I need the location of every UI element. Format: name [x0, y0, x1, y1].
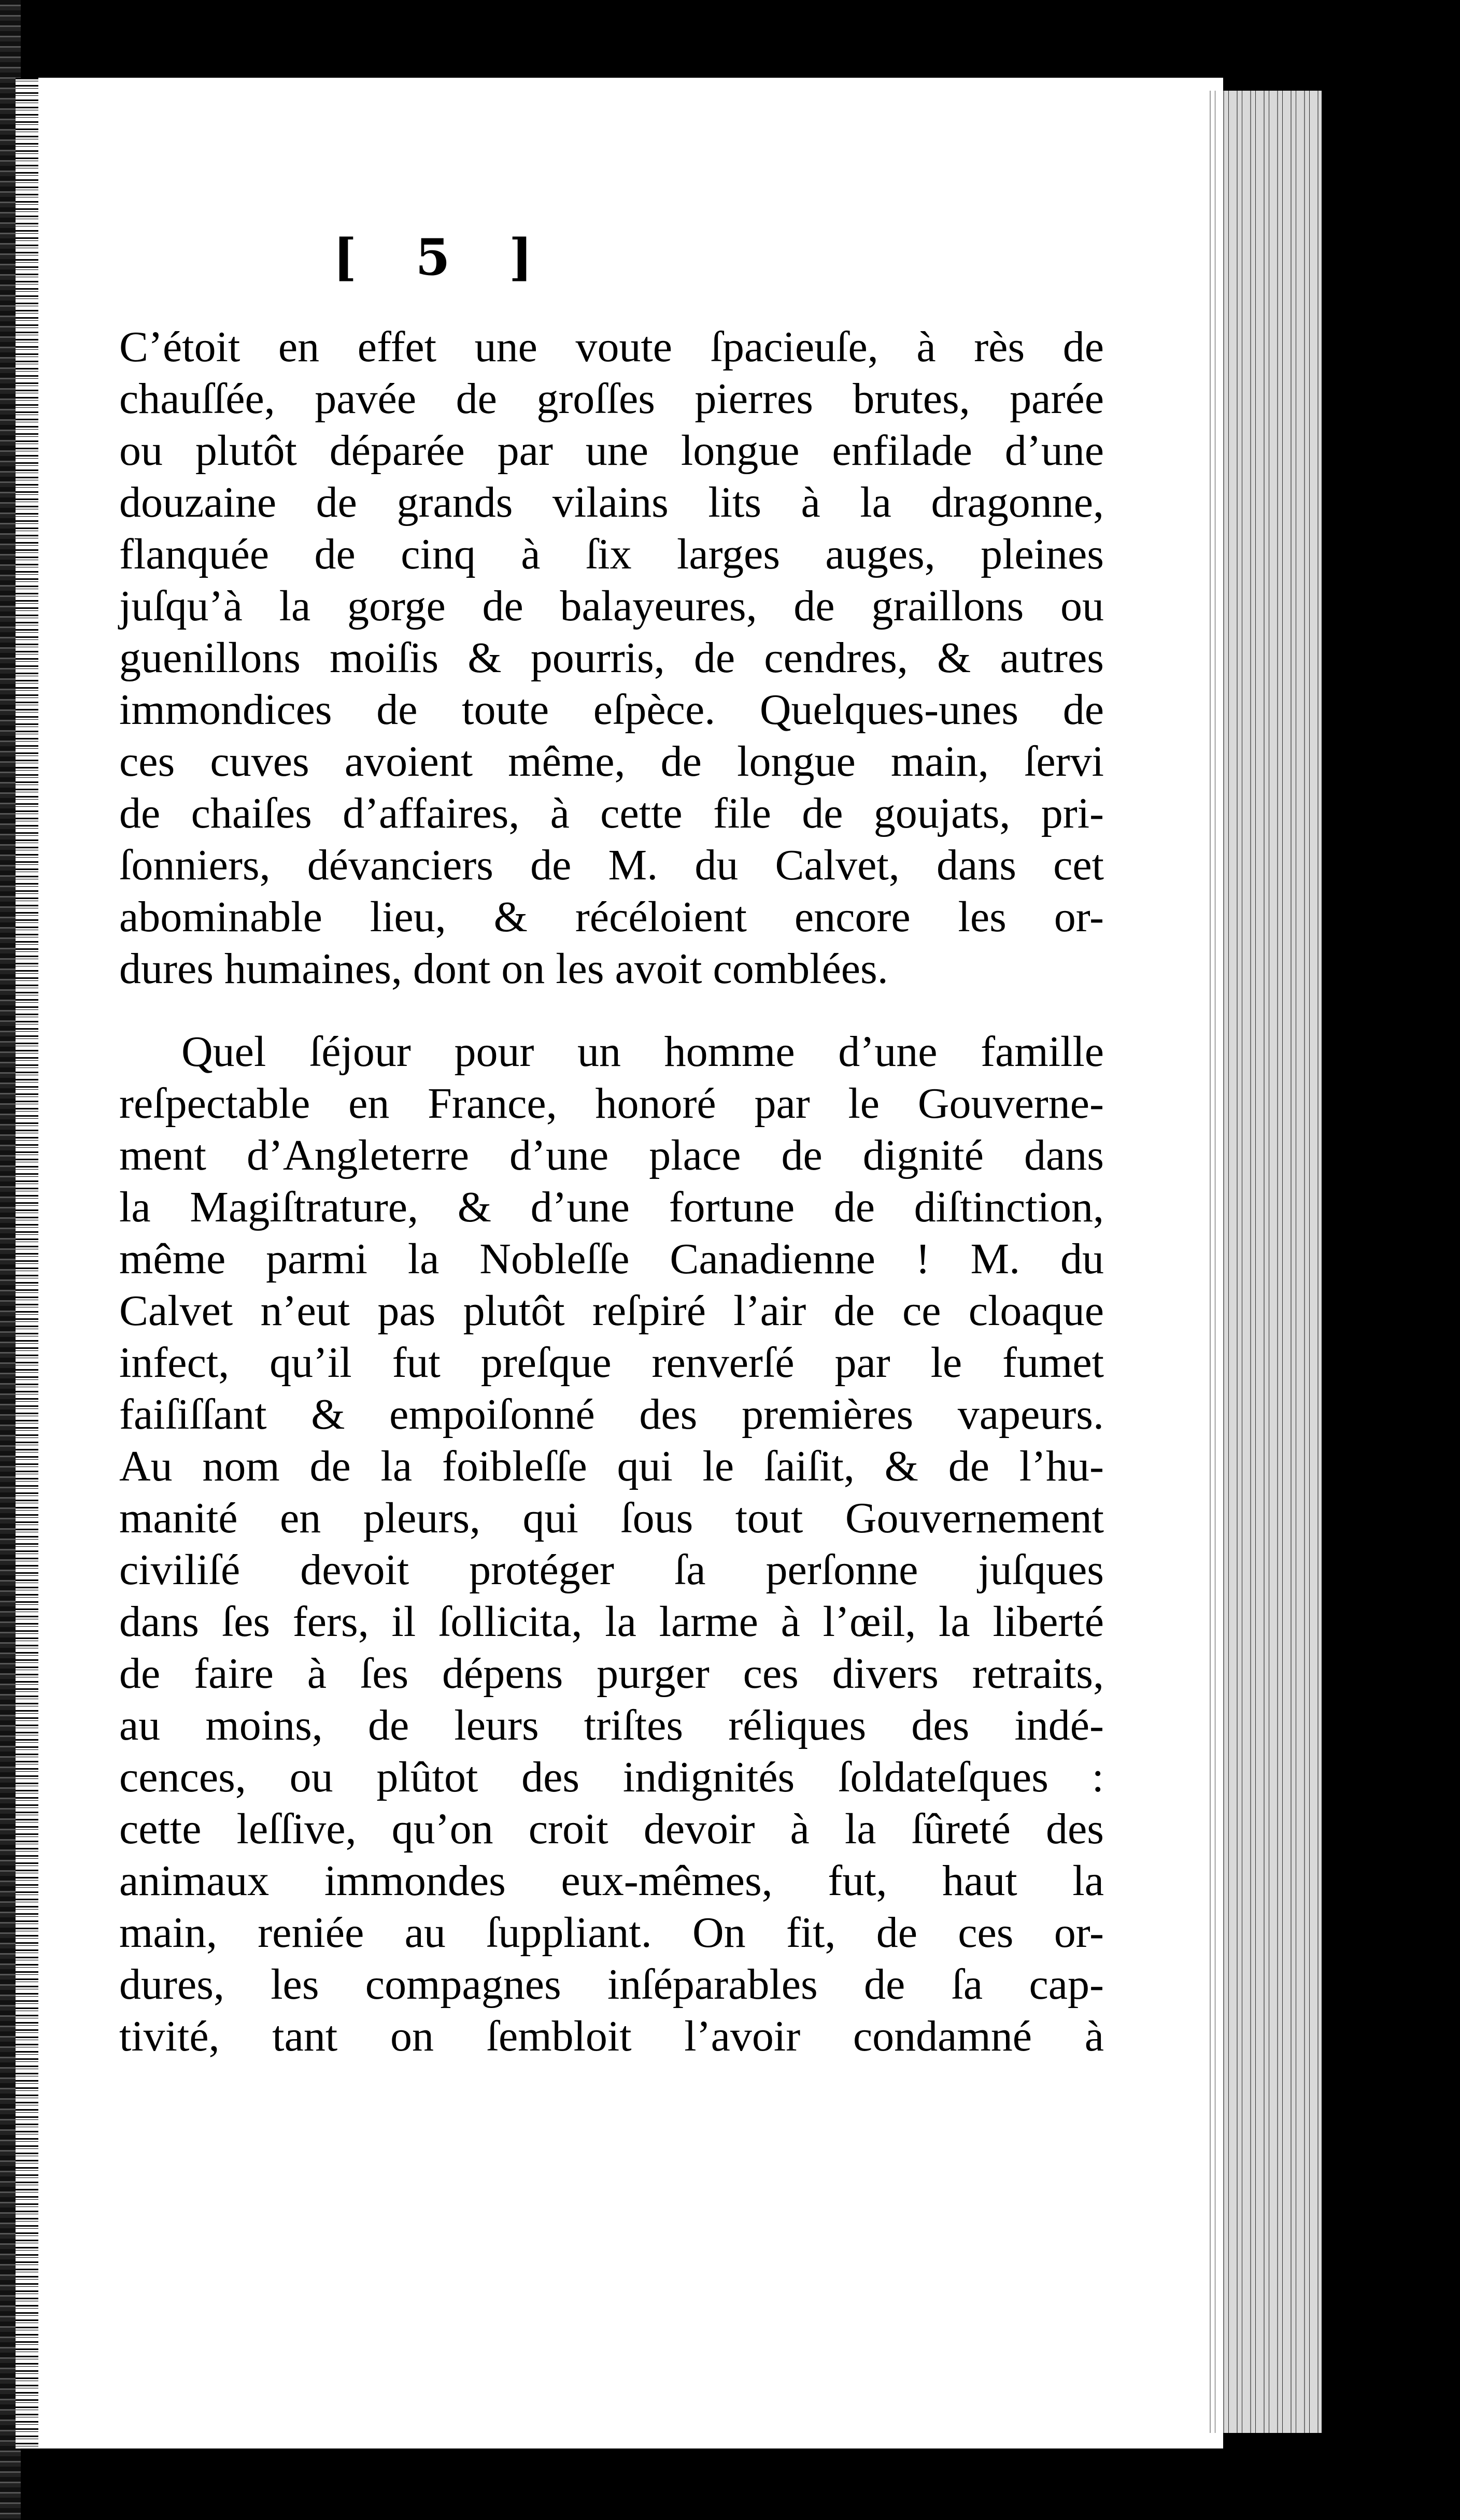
- text-line: dures humaines, dont on les avoit comblées.: [119, 945, 888, 993]
- text-line: ſonniers, dévanciers de M. du Calvet, dans cet: [119, 841, 1104, 889]
- text-line: main, reniée au ſuppliant. On fit, de ces or-: [119, 1909, 1104, 1957]
- text-line: au moins, de leurs triſtes réliques des indé-: [119, 1701, 1104, 1749]
- text-line: animaux immondes eux-mêmes, fut, haut la: [119, 1857, 1104, 1905]
- text-line: manité en pleurs, qui ſous tout Gouvernement: [119, 1494, 1104, 1542]
- text-line: ment d’Angleterre d’une place de dignité dans: [119, 1131, 1104, 1179]
- text-line: cette leſſive, qu’on croit devoir à la ſûreté des: [119, 1805, 1104, 1853]
- text-line: C’étoit en effet une voute ſpacieuſe, à rès de: [119, 323, 1104, 371]
- text-line: de faire à ſes dépens purger ces divers retraits,: [119, 1649, 1104, 1698]
- text-line: la Magiſtrature, & d’une fortune de diſtinction,: [119, 1183, 1104, 1231]
- text-line: douzaine de grands vilains lits à la dragonne,: [119, 478, 1104, 526]
- paragraph-2: [119, 1026, 1104, 2062]
- page-number: [ 5 ]: [333, 228, 554, 287]
- text-line: abominable lieu, & récéloient encore les or-: [119, 893, 1104, 941]
- text-line: reſpectable en France, honoré par le Gouverne-: [119, 1079, 1104, 1128]
- text-line: dures, les compagnes inſéparables de ſa cap-: [119, 1960, 1104, 2009]
- text-line: de chaiſes d’affaires, à cette file de goujats, pri-: [119, 789, 1104, 837]
- text-line: immondices de toute eſpèce. Quelques-unes de: [119, 686, 1104, 734]
- book-page: [16, 78, 1223, 2448]
- paragraph-1: [119, 321, 1104, 995]
- text-line: ou plutôt déparée par une longue enfilade d’une: [119, 426, 1104, 475]
- text-line: ces cuves avoient même, de longue main, ſervi: [119, 737, 1104, 786]
- text-line: cences, ou plûtot des indignités ſoldateſques :: [119, 1753, 1104, 1801]
- text-line: même parmi la Nobleſſe Canadienne ! M. du: [119, 1235, 1104, 1283]
- text-line: Calvet n’eut pas plutôt reſpiré l’air de ce cloaque: [119, 1287, 1104, 1335]
- text-line: tivité, tant on ſembloit l’avoir condamné à: [119, 2012, 1104, 2060]
- binding-gutter: [16, 78, 38, 2448]
- text-line: civiliſé devoit protéger ſa perſonne juſques: [119, 1546, 1104, 1594]
- text-line: guenillons moiſis & pourris, de cendres, & autres: [119, 634, 1104, 682]
- text-line: chauſſée, pavée de groſſes pierres brutes, parée: [119, 375, 1104, 423]
- text-line: faiſiſſant & empoiſonné des premières vapeurs.: [119, 1390, 1104, 1439]
- text-line: juſqu’à la gorge de balayeures, de graillons ou: [119, 582, 1104, 630]
- text-line: infect, qu’il fut preſque renverſé par le fumet: [119, 1339, 1104, 1387]
- page-fore-edge: [1208, 91, 1322, 2433]
- text-line: dans ſes fers, il ſollicita, la larme à l’œil, la liberté: [119, 1598, 1104, 1646]
- text-line: flanquée de cinq à ſix larges auges, pleines: [119, 530, 1104, 578]
- text-line: Au nom de la foibleſſe qui le ſaiſit, & de l’hu-: [119, 1442, 1104, 1490]
- text-line: Quel ſéjour pour un homme d’une famille: [181, 1028, 1104, 1076]
